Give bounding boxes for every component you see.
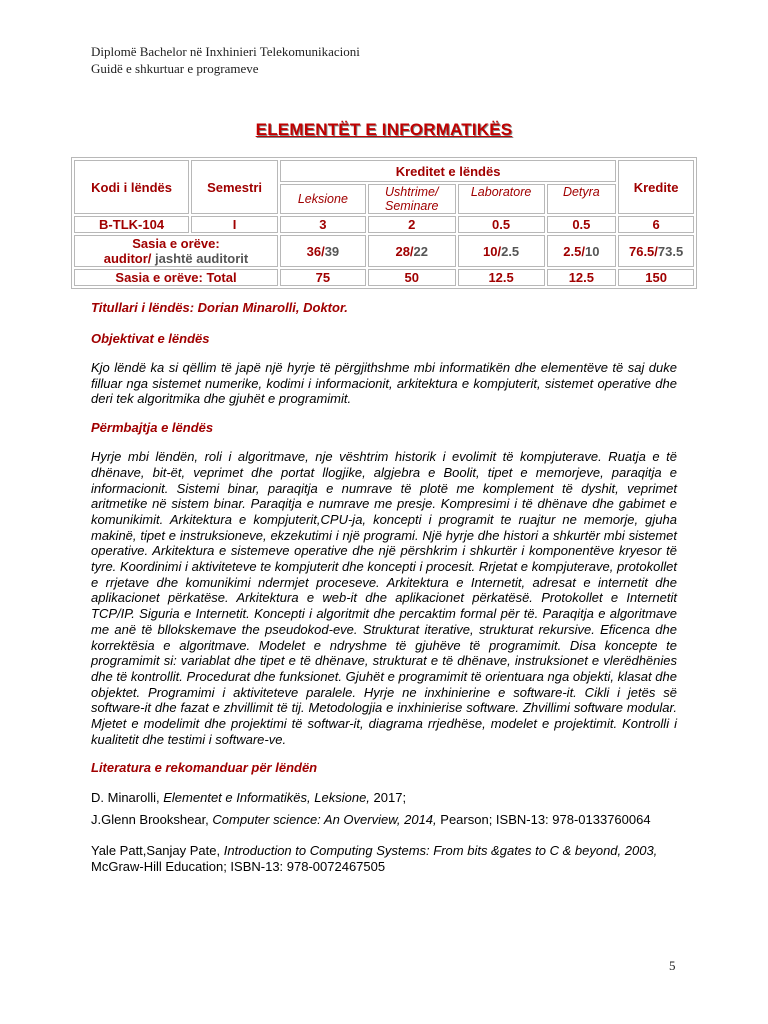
objectives-heading: Objektivat e lëndës xyxy=(91,331,210,346)
cell-ushtrime-hours xyxy=(368,235,456,267)
hours-outside: 73.5 xyxy=(657,243,684,259)
reference-title: Computer science: An Overview, 2014, xyxy=(212,812,437,828)
reference-author: J.Glenn Brookshear, xyxy=(91,812,213,828)
content-heading: Përmbajtja e lëndës xyxy=(91,420,214,436)
table-row xyxy=(74,235,694,267)
course-content xyxy=(91,300,677,875)
cell-detyra: 0.5 xyxy=(547,216,617,233)
literature-heading: Literatura e rekomanduar për lëndën xyxy=(91,760,318,776)
cell-detyra-hours xyxy=(547,235,617,267)
cell-total-kredite: 150 xyxy=(618,269,694,286)
cell-total-leksione: 75 xyxy=(280,269,366,286)
content-text: Hyrje mbi lëndën, roli i algoritmave, nje vështrim historik i evolimit të kompjuterave. Ruatja e të dhënave, bit-ët, veprimet dhe portat llogjike, algjebra e Boolit, tipet e memorjeve, paraqitja e informacionit. Sistemi binar, paraqitja e numrave të plotë me komplement të dyshit, veprimet aritmetike në sistem binar. Paraqitja e numrave me presje. Kompresimi i të dhënave dhe gabimet e komunikimit. Arkitektura e kompjuterit,CPU-ja, koncepti i programit te ruajtur ne memorje, gjuha makinë, tipet e instruksioneve, ekzekutimi i një programi. Një hyrje dhe histori a shkurtër mbi sistemet operative. Arkitektura e sistemeve operative dhe një përshkrim i shkurtër i komponentëve kryesor të tyre. Koordinimi i aktiviteteve te kompjuterit dhe koncepti i procesit. Rrjetat e kompjuterave, protokollet e rrjetave dhe komunikimi ndermjet proceseve. Arkitektura e Internetit, adresat e internetit dhe aplikacionet përkatëse. Arkitektura e web-it dhe aplikacionet përkatësë. Protokollet e Internetit TCP/IP. Siguria e Internetit. Koncepti i algoritmit dhe percaktim formal për të. Paraqitja e algoritmave me anë të bllokskemave the pseudokod-eve. Strukturat iterative, strukturat rekursive. Eficenca dhe korrektësia e algoritmave. Modelet e ndryshme të gjuhëve të programimit. Disa koncepte te programimit si: variablat dhe tipet e të dhënave, strukturat e të dhënave, instruksionet e vlerëdhënies dhe të kontrollit. Procedurat dhe funksionet. Gjuhët e programimit të orientuara nga objekti, klasat dhe objektet. Programimi i aktiviteteve paralele. Hyrje ne inxhinierine e software-it. Cikli i jetës së software-it dhe fazat e zhvillimit të tij. Metodologjia e inxhinierise software. Zhvillimi software modular. Mjetet e modelimit dhe projektimi të softwar-it, diagrama rrjedhëse, modelet e projektimit. Kontrolli i kualitetit dhe testimi i software-ve. xyxy=(91,449,677,747)
header-semestri: Semestri xyxy=(191,160,278,214)
cell-leksione-hours xyxy=(280,235,366,267)
header-kodi: Kodi i lëndës xyxy=(74,160,189,214)
hours-outside: 10 xyxy=(584,243,600,259)
objectives-text: Kjo lëndë ka si qëllim të japë një hyrje të përgjithshme mbi informatikën dhe elementëve të saj duke filluar nga sistemet numerike, kodimi i informacionit, arkitektura e kompjuterit, sistemet operative dhe deri tek algoritmika dhe gjuhët e programimit. xyxy=(91,360,677,407)
reference-item xyxy=(91,843,677,875)
cell-total-ushtrime: 50 xyxy=(368,269,456,286)
reference-title: Elementet e Informatikës, Leksione, xyxy=(163,790,370,806)
subheader-laboratore: Laboratore xyxy=(458,184,545,214)
hours-outside: 2.5 xyxy=(501,243,520,259)
hours-label-line1: Sasia e orëve: xyxy=(132,236,220,251)
header-line-1: Diplomë Bachelor në Inxhinieri Telekomunikacioni xyxy=(91,44,360,59)
reference-author: Yale Patt,Sanjay Pate, xyxy=(91,843,224,859)
cell-ushtrime: 2 xyxy=(368,216,456,233)
cell-semestri: I xyxy=(191,216,278,233)
table-row xyxy=(74,269,694,286)
header-kreditet: Kreditet e lëndës xyxy=(280,160,616,182)
subheader-ushtrime-line2: Seminare xyxy=(384,199,439,213)
table-row xyxy=(74,216,694,233)
hours-auditor: 28/ xyxy=(395,243,414,259)
hours-outside: 22 xyxy=(413,243,429,259)
cell-hours-label xyxy=(74,235,278,267)
header-line-2: Guidë e shkurtuar e programeve xyxy=(91,61,259,76)
reference-author: D. Minarolli, xyxy=(91,790,164,806)
hours-outside: 39 xyxy=(324,243,340,259)
reference-details: 2017; xyxy=(369,790,407,806)
hours-auditor: 10/ xyxy=(483,243,502,259)
subheader-ushtrime-line1: Ushtrime/ xyxy=(385,185,439,199)
reference-details: McGraw-Hill Education; ISBN-13: 978-0072467505 xyxy=(91,859,386,875)
reference-item xyxy=(91,790,677,806)
header-kredite: Kredite xyxy=(618,160,694,214)
cell-leksione: 3 xyxy=(280,216,366,233)
reference-details: Pearson; ISBN-13: 978-0133760064 xyxy=(436,812,651,828)
cell-total-detyra: 12.5 xyxy=(547,269,617,286)
course-info-table xyxy=(71,157,697,289)
page-number: 5 xyxy=(669,958,676,973)
subheader-ushtrime xyxy=(368,184,456,214)
cell-laboratore-hours xyxy=(458,235,545,267)
hours-auditor: 36/ xyxy=(306,243,325,259)
reference-title: Introduction to Computing Systems: From bits &gates to C & beyond, 2003, xyxy=(223,843,658,859)
hours-auditor: 76.5/ xyxy=(628,243,658,259)
cell-total-laboratore: 12.5 xyxy=(458,269,545,286)
cell-laboratore: 0.5 xyxy=(458,216,545,233)
cell-kredite: 6 xyxy=(618,216,694,233)
subheader-detyra: Detyra xyxy=(547,184,617,214)
reference-item xyxy=(91,812,677,828)
cell-kredite-hours xyxy=(618,235,694,267)
hours-label-auditor: auditor/ xyxy=(103,251,152,266)
subheader-leksione: Leksione xyxy=(280,184,366,214)
hours-label-jashte: jashtë auditorit xyxy=(151,251,249,266)
course-title: ELEMENTËT E INFORMATIKËS xyxy=(255,120,513,139)
cell-kodi: B-TLK-104 xyxy=(74,216,189,233)
cell-total-label: Sasia e orëve: Total xyxy=(74,269,278,286)
document-header xyxy=(91,43,360,77)
course-holder: Titullari i lëndës: Dorian Minarolli, Doktor. xyxy=(91,300,348,315)
hours-auditor: 2.5/ xyxy=(563,243,585,259)
table-header-row xyxy=(74,160,694,182)
